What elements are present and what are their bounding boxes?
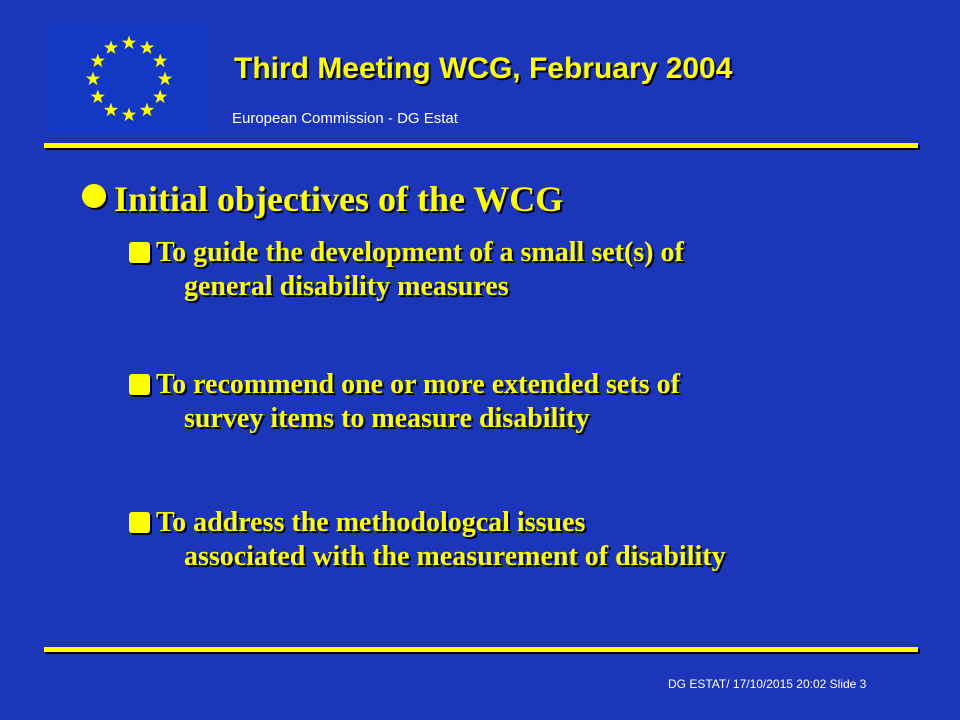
flag-star-icon bbox=[122, 36, 136, 50]
bottom-divider bbox=[44, 647, 918, 652]
flag-star-icon bbox=[153, 54, 167, 68]
round-bullet-icon bbox=[82, 184, 106, 208]
slide-footer: DG ESTAT/ 17/10/2015 20:02 Slide 3 bbox=[668, 677, 867, 691]
sub-bullet-line: general disability measures bbox=[184, 271, 509, 302]
flag-star-icon bbox=[86, 72, 100, 86]
square-bullet-icon bbox=[128, 511, 156, 537]
sub-bullet-line: To guide the development of a small set(s) of bbox=[156, 237, 684, 268]
slide-title: Third Meeting WCG, February 2004 bbox=[234, 52, 733, 85]
flag-star-icon bbox=[104, 40, 118, 54]
flag-star-icon bbox=[158, 72, 172, 86]
flag-star-icon bbox=[104, 103, 118, 117]
eu-flag-icon bbox=[48, 25, 210, 133]
sub-bullet-line: survey items to measure disability bbox=[184, 403, 590, 434]
flag-star-icon bbox=[140, 40, 154, 54]
flag-star-icon bbox=[153, 90, 167, 104]
sub-bullet-item bbox=[128, 236, 684, 304]
organization-label: European Commission - DG Estat bbox=[232, 110, 458, 127]
sub-bullet-line: associated with the measurement of disability bbox=[184, 541, 726, 572]
flag-star-icon bbox=[91, 90, 105, 104]
main-bullet bbox=[82, 178, 563, 220]
sub-bullet-line: To address the methodologcal issues bbox=[156, 507, 586, 538]
sub-bullet-item bbox=[128, 368, 680, 436]
sub-bullet-line: To recommend one or more extended sets of bbox=[156, 369, 680, 400]
top-divider bbox=[44, 143, 918, 148]
flag-star-icon bbox=[140, 103, 154, 117]
sub-bullet-item bbox=[128, 506, 726, 574]
square-bullet-icon bbox=[128, 373, 156, 399]
flag-star-icon bbox=[122, 108, 136, 122]
square-bullet-icon bbox=[128, 241, 156, 267]
flag-star-icon bbox=[91, 54, 105, 68]
main-bullet-text: Initial objectives of the WCG bbox=[114, 179, 564, 219]
